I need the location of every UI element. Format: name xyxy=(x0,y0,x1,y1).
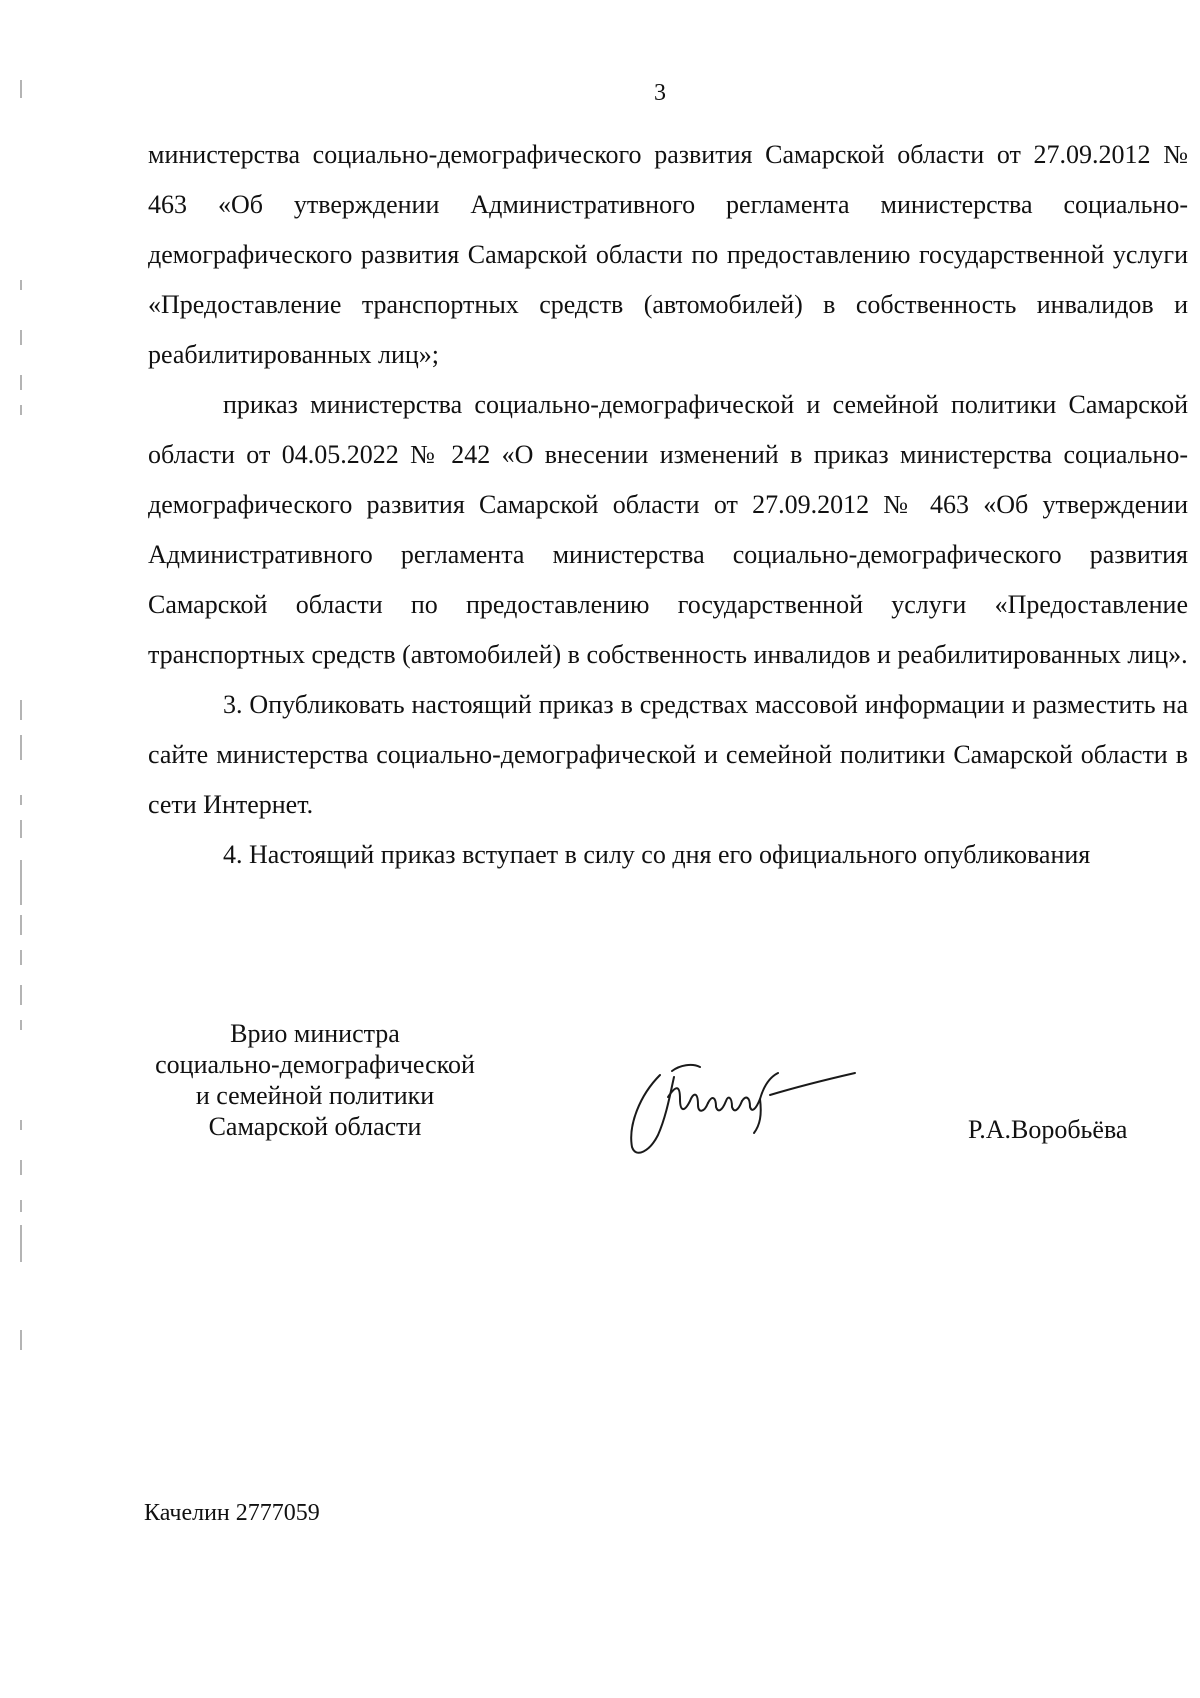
executor-contact: Качелин 2777059 xyxy=(144,1500,320,1526)
signer-title xyxy=(130,1018,500,1142)
page-number: 3 xyxy=(654,80,666,106)
signer-title-line: и семейной политики xyxy=(195,1081,435,1110)
signer-title-line: социально-демографической xyxy=(155,1050,475,1079)
handwritten-signature xyxy=(620,1055,870,1165)
scan-edge-marks xyxy=(18,0,24,1400)
signer-name: Р.А.Воробьёва xyxy=(968,1115,1128,1144)
signer-title-line: Врио министра xyxy=(230,1019,400,1048)
document-body xyxy=(148,130,1188,880)
paragraph: министерства социально-демографического развития Самарской области от 27.09.2012 № 463 «Об утверждении Административного регламента министерства социально-демографического развития Самарской области по предоставлению государственной услуги «Предоставление транспортных средств (автомобилей) в собственность инвалидов и реабилитированных лиц»; xyxy=(148,140,1188,369)
paragraph: 4. Настоящий приказ вступает в силу со дня его официального опубликования xyxy=(223,840,1091,869)
signer-title-line: Самарской области xyxy=(208,1112,422,1141)
paragraph: 3. Опубликовать настоящий приказ в средствах массовой информации и разместить на сайте министерства социально-демографической и семейной политики Самарской области в сети Интернет. xyxy=(148,690,1188,819)
paragraph: приказ министерства социально-демографической и семейной политики Самарской области от 04.05.2022 № 242 «О внесении изменений в приказ министерства социально-демографического развития Самарской области от 27.09.2012 № 463 «Об утверждении Административного регламента министерства социально-демографического развития Самарской области по предоставлению государственной услуги «Предоставление транспортных средств (автомобилей) в собственность инвалидов и реабилитированных лиц». xyxy=(148,390,1188,669)
